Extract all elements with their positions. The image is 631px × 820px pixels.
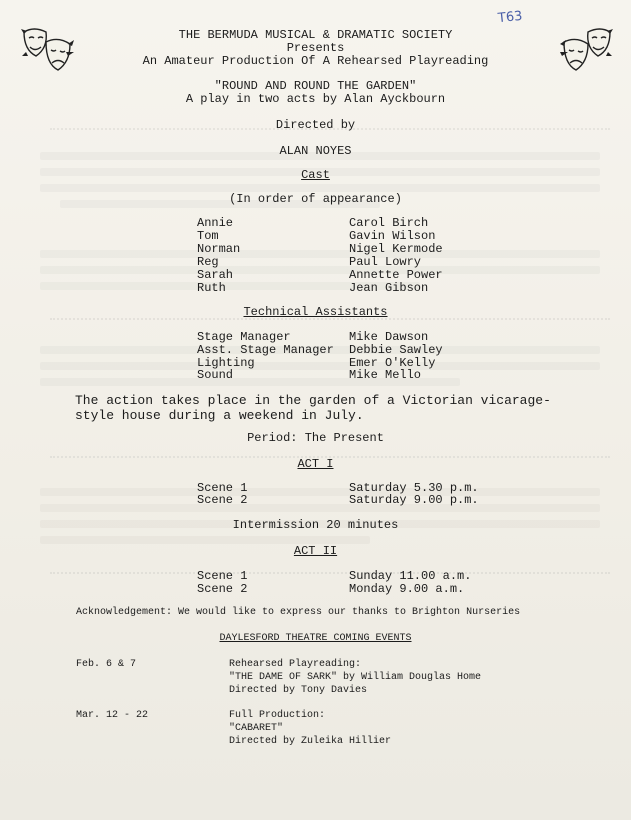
act-1-scene-time: Saturday 5.30 p.m. [349, 481, 479, 495]
act-1-scene: Scene 1 [197, 481, 248, 495]
act-2-scene-time: Monday 9.00 a.m. [349, 582, 465, 596]
event-type: Full Production: [229, 710, 326, 721]
cast-role: Sarah [197, 268, 234, 282]
cast-heading: Cast [301, 168, 330, 182]
event-director: Directed by Zuleika Hillier [229, 736, 392, 747]
act-1-scene: Scene 2 [197, 493, 248, 507]
act-2-heading: ACT II [293, 544, 338, 558]
technical-name: Debbie Sawley [349, 343, 443, 357]
cast-role: Reg [197, 255, 219, 269]
presents-line: Presents [286, 41, 345, 55]
bleed-through-line [50, 572, 610, 577]
society-name: THE BERMUDA MUSICAL & DRAMATIC SOCIETY [178, 28, 453, 42]
bleed-through-text [40, 266, 600, 274]
cast-actor: Paul Lowry [349, 255, 422, 269]
directed-by-label: Directed by [275, 118, 356, 132]
event-type: Rehearsed Playreading: [229, 659, 362, 670]
cast-role: Norman [197, 242, 241, 256]
technical-role: Stage Manager [197, 330, 291, 344]
cast-actor: Annette Power [349, 268, 443, 282]
cast-actor: Carol Birch [349, 216, 429, 230]
event-title: "CABARET" [229, 723, 284, 734]
act-1-scene-time: Saturday 9.00 p.m. [349, 493, 479, 507]
bleed-through-text [40, 184, 600, 192]
handwritten-note: T63 [497, 8, 524, 27]
technical-name: Mike Mello [349, 368, 422, 382]
act-2-scene-time: Sunday 11.00 a.m. [349, 569, 472, 583]
play-subtitle: A play in two acts by Alan Ayckbourn [185, 92, 446, 106]
setting-line-1: The action takes place in the garden of a Victorian vicarage- [75, 393, 551, 408]
cast-actor: Gavin Wilson [349, 229, 436, 243]
production-line: An Amateur Production Of A Rehearsed Playreading [142, 54, 489, 68]
act-2-scene: Scene 2 [197, 582, 248, 596]
bleed-through-text [40, 536, 370, 544]
technical-role: Lighting [197, 356, 255, 370]
technical-role: Sound [197, 368, 234, 382]
cast-role: Annie [197, 216, 234, 230]
cast-actor: Jean Gibson [349, 281, 429, 295]
director-name: ALAN NOYES [279, 144, 352, 158]
technical-role: Asst. Stage Manager [197, 343, 334, 357]
event-director: Directed by Tony Davies [229, 685, 368, 696]
bleed-through-text [40, 504, 600, 512]
cast-order-note: (In order of appearance) [229, 192, 402, 206]
bleed-through-text [40, 362, 600, 370]
play-title: "ROUND AND ROUND THE GARDEN" [214, 79, 417, 93]
period-line: Period: The Present [247, 431, 384, 445]
event-date: Feb. 6 & 7 [76, 659, 137, 670]
setting-line-2: style house during a weekend in July. [75, 408, 364, 423]
cast-role: Ruth [197, 281, 226, 295]
acknowledgement: Acknowledgement: We would like to express our thanks to Brighton Nurseries [76, 607, 521, 618]
events-heading: DAYLESFORD THEATRE COMING EVENTS [219, 633, 412, 644]
event-title: "THE DAME OF SARK" by William Douglas Home [229, 672, 482, 683]
technical-name: Mike Dawson [349, 330, 429, 344]
cast-role: Tom [197, 229, 219, 243]
act-2-scene: Scene 1 [197, 569, 248, 583]
intermission-line: Intermission 20 minutes [232, 518, 399, 532]
event-date: Mar. 12 - 22 [76, 710, 149, 721]
technical-name: Emer O'Kelly [349, 356, 436, 370]
bleed-through-text [40, 488, 600, 496]
act-1-heading: ACT I [297, 457, 334, 471]
technical-heading: Technical Assistants [243, 305, 388, 319]
bleed-through-text [40, 250, 600, 258]
cast-actor: Nigel Kermode [349, 242, 443, 256]
